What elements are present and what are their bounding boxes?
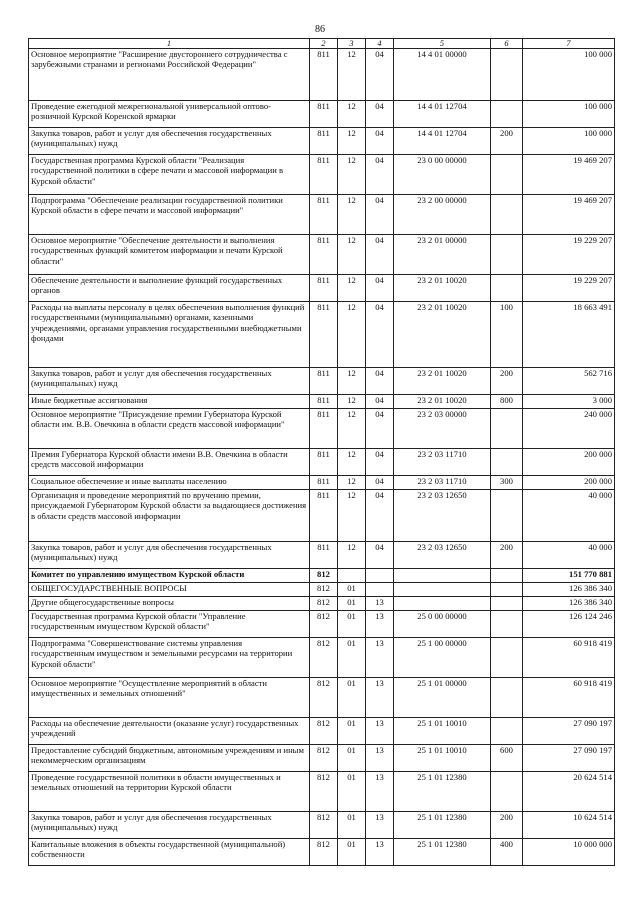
- cell-grbs: 812: [310, 812, 338, 839]
- cell-target-article: 23 2 03 12650: [394, 490, 491, 542]
- cell-name: Другие общегосударственные вопросы: [29, 597, 310, 611]
- cell-name: Проведение государственной политики в области имущественных и земельных отношений на территории Курской области: [29, 772, 310, 812]
- cell-subsection: 04: [366, 195, 394, 235]
- cell-amount: 19 469 207: [523, 195, 615, 235]
- cell-subsection: 13: [366, 597, 394, 611]
- cell-grbs: 812: [310, 839, 338, 866]
- cell-section: 12: [338, 128, 366, 155]
- cell-section: 01: [338, 638, 366, 678]
- col-header-grbs: 2: [310, 39, 338, 49]
- cell-name: Основное мероприятие "Расширение двустороннего сотрудничества с зарубежными странами и регионами Российской Федерации": [29, 49, 310, 101]
- cell-expense-type: 200: [491, 812, 523, 839]
- cell-target-article: 23 2 03 11710: [394, 449, 491, 476]
- table-row: [29, 275, 615, 302]
- cell-section: 01: [338, 583, 366, 597]
- cell-section: 01: [338, 718, 366, 745]
- cell-expense-type: [491, 597, 523, 611]
- cell-subsection: 04: [366, 368, 394, 395]
- cell-section: 12: [338, 101, 366, 128]
- cell-expense-type: 400: [491, 839, 523, 866]
- cell-expense-type: [491, 275, 523, 302]
- cell-amount: 19 229 207: [523, 275, 615, 302]
- table-row: [29, 718, 615, 745]
- cell-target-article: 23 2 03 11710: [394, 476, 491, 490]
- table-row: [29, 597, 615, 611]
- cell-amount: 151 770 881: [523, 569, 615, 583]
- cell-amount: 19 229 207: [523, 235, 615, 275]
- cell-name: Капитальные вложения в объекты государственной (муниципальной) собственности: [29, 839, 310, 866]
- cell-grbs: 811: [310, 542, 338, 569]
- cell-amount: 562 716: [523, 368, 615, 395]
- cell-expense-type: 200: [491, 128, 523, 155]
- cell-target-article: 23 2 01 00000: [394, 235, 491, 275]
- cell-grbs: 812: [310, 611, 338, 638]
- cell-subsection: 13: [366, 611, 394, 638]
- cell-target-article: 23 2 01 10020: [394, 395, 491, 409]
- cell-section: 12: [338, 235, 366, 275]
- cell-grbs: 812: [310, 597, 338, 611]
- cell-expense-type: 200: [491, 368, 523, 395]
- cell-expense-type: [491, 718, 523, 745]
- col-header-expense-type: 6: [491, 39, 523, 49]
- cell-subsection: [366, 569, 394, 583]
- cell-name: Основное мероприятие "Обеспечение деятельности и выполнения государственных функций комитетом информации и печати Курской области": [29, 235, 310, 275]
- cell-amount: 100 000: [523, 101, 615, 128]
- cell-amount: 27 090 197: [523, 718, 615, 745]
- cell-grbs: 811: [310, 235, 338, 275]
- cell-subsection: [366, 583, 394, 597]
- cell-expense-type: [491, 49, 523, 101]
- cell-target-article: 23 2 01 10020: [394, 302, 491, 368]
- cell-section: 01: [338, 611, 366, 638]
- table-body: [29, 49, 615, 866]
- cell-section: 12: [338, 490, 366, 542]
- cell-section: 12: [338, 195, 366, 235]
- cell-subsection: 04: [366, 409, 394, 449]
- table-row: [29, 745, 615, 772]
- cell-grbs: 812: [310, 583, 338, 597]
- cell-target-article: 25 1 01 12380: [394, 812, 491, 839]
- cell-expense-type: 200: [491, 542, 523, 569]
- cell-expense-type: 300: [491, 476, 523, 490]
- cell-target-article: [394, 597, 491, 611]
- cell-target-article: 25 0 00 00000: [394, 611, 491, 638]
- cell-grbs: 812: [310, 638, 338, 678]
- cell-section: 12: [338, 542, 366, 569]
- table-row: [29, 476, 615, 490]
- cell-subsection: 13: [366, 678, 394, 718]
- cell-name: Иные бюджетные ассигнования: [29, 395, 310, 409]
- cell-name: Закупка товаров, работ и услуг для обеспечения государственных (муниципальных) нужд: [29, 368, 310, 395]
- table-row: [29, 368, 615, 395]
- cell-target-article: 25 1 01 00000: [394, 678, 491, 718]
- cell-target-article: 23 2 01 10020: [394, 275, 491, 302]
- cell-section: 01: [338, 745, 366, 772]
- cell-subsection: 04: [366, 476, 394, 490]
- cell-grbs: 812: [310, 569, 338, 583]
- cell-target-article: 25 1 01 10010: [394, 718, 491, 745]
- table-row: [29, 678, 615, 718]
- cell-target-article: 14 4 01 00000: [394, 49, 491, 101]
- cell-target-article: 25 1 00 00000: [394, 638, 491, 678]
- cell-amount: 60 918 419: [523, 678, 615, 718]
- cell-subsection: 04: [366, 235, 394, 275]
- cell-subsection: 04: [366, 542, 394, 569]
- cell-name: Государственная программа Курской области "Реализация государственной политики в сфере печати и массовой информации в Курской области": [29, 155, 310, 195]
- cell-subsection: 13: [366, 638, 394, 678]
- table-row: [29, 490, 615, 542]
- cell-target-article: 23 0 00 00000: [394, 155, 491, 195]
- budget-table: [28, 38, 615, 866]
- cell-expense-type: [491, 155, 523, 195]
- cell-name: Подпрограмма "Обеспечение реализации государственной политики Курской области в сфере печати и массовой информации": [29, 195, 310, 235]
- cell-target-article: [394, 569, 491, 583]
- cell-subsection: 04: [366, 101, 394, 128]
- cell-name: Основное мероприятие "Осуществление мероприятий в области имущественных и земельных отношений": [29, 678, 310, 718]
- cell-amount: 3 000: [523, 395, 615, 409]
- cell-name: ОБЩЕГОСУДАРСТВЕННЫЕ ВОПРОСЫ: [29, 583, 310, 597]
- cell-grbs: 811: [310, 49, 338, 101]
- cell-grbs: 811: [310, 409, 338, 449]
- cell-section: 12: [338, 476, 366, 490]
- cell-section: 12: [338, 368, 366, 395]
- cell-target-article: 25 1 01 12380: [394, 839, 491, 866]
- table-row: [29, 583, 615, 597]
- cell-expense-type: [491, 449, 523, 476]
- cell-target-article: 14 4 01 12704: [394, 128, 491, 155]
- col-header-subsection: 4: [366, 39, 394, 49]
- cell-name: Подпрограмма "Совершенствование системы управления государственным имуществом и земельными ресурсами на территории Курской области": [29, 638, 310, 678]
- table-row: [29, 128, 615, 155]
- cell-name: Расходы на обеспечение деятельности (оказание услуг) государственных учреждений: [29, 718, 310, 745]
- cell-subsection: 13: [366, 839, 394, 866]
- cell-amount: 100 000: [523, 49, 615, 101]
- col-header-amount: 7: [523, 39, 615, 49]
- table-row: [29, 195, 615, 235]
- cell-grbs: 811: [310, 275, 338, 302]
- cell-amount: 126 386 340: [523, 583, 615, 597]
- cell-amount: 200 000: [523, 449, 615, 476]
- table-row: [29, 409, 615, 449]
- cell-amount: 126 386 340: [523, 597, 615, 611]
- cell-subsection: 04: [366, 449, 394, 476]
- cell-name: Закупка товаров, работ и услуг для обеспечения государственных (муниципальных) нужд: [29, 128, 310, 155]
- cell-section: [338, 569, 366, 583]
- cell-section: 01: [338, 839, 366, 866]
- cell-expense-type: [491, 583, 523, 597]
- cell-amount: 126 124 246: [523, 611, 615, 638]
- cell-expense-type: 100: [491, 302, 523, 368]
- cell-section: 12: [338, 155, 366, 195]
- col-header-target-article: 5: [394, 39, 491, 49]
- cell-expense-type: [491, 195, 523, 235]
- cell-amount: 10 624 514: [523, 812, 615, 839]
- cell-subsection: 13: [366, 718, 394, 745]
- cell-subsection: 04: [366, 49, 394, 101]
- cell-amount: 60 918 419: [523, 638, 615, 678]
- cell-name: Организация и проведение мероприятий по вручению премии, присуждаемой Губернатором Курской области за выдающиеся достижения в области средств массовой информации: [29, 490, 310, 542]
- cell-grbs: 811: [310, 490, 338, 542]
- cell-grbs: 812: [310, 678, 338, 718]
- cell-name: Государственная программа Курской области "Управление государственным имуществом Курской области": [29, 611, 310, 638]
- table-row: [29, 235, 615, 275]
- cell-target-article: 23 2 03 12650: [394, 542, 491, 569]
- cell-subsection: 13: [366, 745, 394, 772]
- cell-target-article: 14 4 01 12704: [394, 101, 491, 128]
- cell-target-article: 23 2 00 00000: [394, 195, 491, 235]
- cell-section: 01: [338, 597, 366, 611]
- cell-expense-type: 800: [491, 395, 523, 409]
- cell-name: Основное мероприятие "Присуждение премии Губернатора Курской области им. В.В. Овечкина в области средств массовой информации": [29, 409, 310, 449]
- cell-name: Проведение ежегодной межрегиональной универсальной оптово-розничной Курской Коренской ярмарки: [29, 101, 310, 128]
- cell-section: 12: [338, 49, 366, 101]
- cell-expense-type: [491, 235, 523, 275]
- cell-grbs: 811: [310, 101, 338, 128]
- cell-section: 01: [338, 772, 366, 812]
- cell-expense-type: [491, 772, 523, 812]
- cell-expense-type: [491, 611, 523, 638]
- table-row: [29, 812, 615, 839]
- cell-expense-type: [491, 490, 523, 542]
- cell-amount: 40 000: [523, 490, 615, 542]
- cell-target-article: 23 2 01 10020: [394, 368, 491, 395]
- cell-grbs: 811: [310, 368, 338, 395]
- table-row: [29, 638, 615, 678]
- cell-amount: 27 090 197: [523, 745, 615, 772]
- table-row: [29, 395, 615, 409]
- cell-target-article: 25 1 01 10010: [394, 745, 491, 772]
- table-row: [29, 449, 615, 476]
- cell-grbs: 812: [310, 772, 338, 812]
- cell-name: Расходы на выплаты персоналу в целях обеспечения выполнения функций государственными (муниципальными) органами, казенными учреждениями, органами управления государственными внебюджетными фондами: [29, 302, 310, 368]
- cell-subsection: 04: [366, 275, 394, 302]
- page-number: 86: [315, 24, 325, 35]
- cell-subsection: 04: [366, 302, 394, 368]
- cell-section: 01: [338, 812, 366, 839]
- cell-section: 01: [338, 678, 366, 718]
- cell-section: 12: [338, 395, 366, 409]
- table-row: [29, 611, 615, 638]
- cell-grbs: 811: [310, 476, 338, 490]
- table-row: [29, 155, 615, 195]
- col-header-name: 1: [29, 39, 310, 49]
- header-row: [29, 39, 615, 49]
- cell-name: Закупка товаров, работ и услуг для обеспечения государственных (муниципальных) нужд: [29, 812, 310, 839]
- cell-expense-type: 600: [491, 745, 523, 772]
- cell-subsection: 04: [366, 395, 394, 409]
- cell-grbs: 811: [310, 302, 338, 368]
- cell-expense-type: [491, 409, 523, 449]
- cell-name: Комитет по управлению имуществом Курской области: [29, 569, 310, 583]
- cell-target-article: 23 2 03 00000: [394, 409, 491, 449]
- cell-subsection: 04: [366, 128, 394, 155]
- cell-target-article: [394, 583, 491, 597]
- cell-section: 12: [338, 302, 366, 368]
- cell-grbs: 812: [310, 718, 338, 745]
- cell-amount: 240 000: [523, 409, 615, 449]
- table-row: [29, 542, 615, 569]
- col-header-section: 3: [338, 39, 366, 49]
- table-row: [29, 569, 615, 583]
- cell-grbs: 812: [310, 745, 338, 772]
- table-row: [29, 772, 615, 812]
- cell-amount: 40 000: [523, 542, 615, 569]
- cell-expense-type: [491, 638, 523, 678]
- cell-amount: 100 000: [523, 128, 615, 155]
- cell-section: 12: [338, 449, 366, 476]
- cell-target-article: 25 1 01 12380: [394, 772, 491, 812]
- cell-expense-type: [491, 569, 523, 583]
- cell-name: Премия Губернатора Курской области имени В.В. Овечкина в области средств массовой информации: [29, 449, 310, 476]
- cell-amount: 18 663 491: [523, 302, 615, 368]
- cell-subsection: 04: [366, 490, 394, 542]
- cell-name: Закупка товаров, работ и услуг для обеспечения государственных (муниципальных) нужд: [29, 542, 310, 569]
- cell-name: Обеспечение деятельности и выполнение функций государственных органов: [29, 275, 310, 302]
- cell-section: 12: [338, 275, 366, 302]
- cell-name: Предоставление субсидий бюджетным, автономным учреждениям и иным некоммерческим организациям: [29, 745, 310, 772]
- cell-expense-type: [491, 678, 523, 718]
- cell-amount: 19 469 207: [523, 155, 615, 195]
- cell-section: 12: [338, 409, 366, 449]
- cell-subsection: 04: [366, 155, 394, 195]
- cell-amount: 10 000 000: [523, 839, 615, 866]
- cell-grbs: 811: [310, 449, 338, 476]
- table-row: [29, 302, 615, 368]
- table-row: [29, 49, 615, 101]
- cell-amount: 200 000: [523, 476, 615, 490]
- table-row: [29, 101, 615, 128]
- cell-grbs: 811: [310, 395, 338, 409]
- cell-subsection: 13: [366, 772, 394, 812]
- cell-grbs: 811: [310, 195, 338, 235]
- cell-subsection: 13: [366, 812, 394, 839]
- cell-amount: 20 624 514: [523, 772, 615, 812]
- cell-name: Социальное обеспечение и иные выплаты населению: [29, 476, 310, 490]
- cell-expense-type: [491, 101, 523, 128]
- cell-grbs: 811: [310, 128, 338, 155]
- cell-grbs: 811: [310, 155, 338, 195]
- table-row: [29, 839, 615, 866]
